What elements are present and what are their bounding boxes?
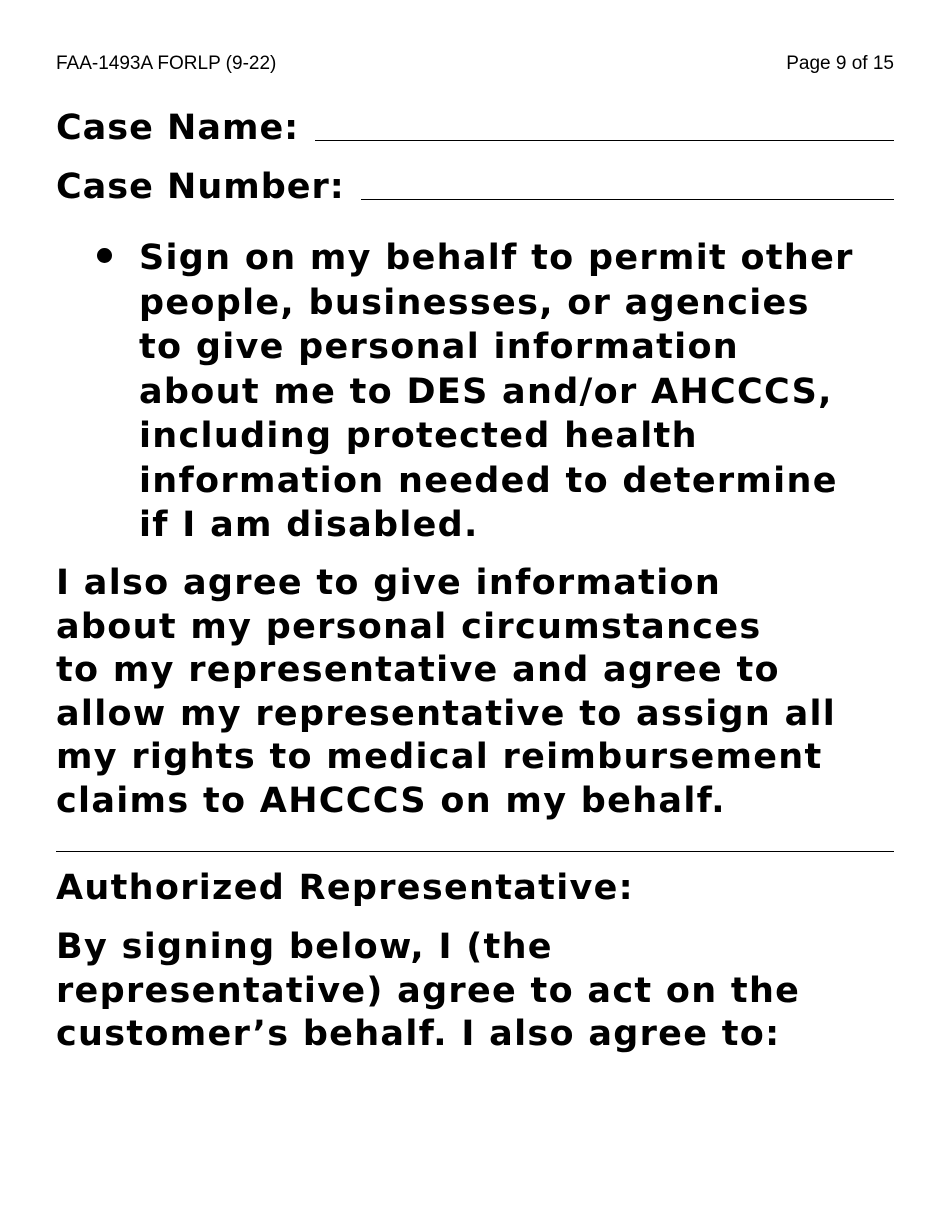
page-number: Page 9 of 15 xyxy=(786,53,894,74)
case-name-row xyxy=(56,108,894,148)
page-header xyxy=(56,52,894,76)
bullet-text xyxy=(139,236,899,548)
authorized-representative-heading: Authorized Representative: xyxy=(56,868,634,908)
section-divider xyxy=(56,851,894,852)
paragraph-line: customer’s behalf. I also agree to: xyxy=(56,1014,781,1054)
paragraph-line: By signing below, I (the xyxy=(56,927,553,967)
case-name-field[interactable] xyxy=(315,139,894,141)
case-number-label: Case Number: xyxy=(56,167,345,207)
case-number-field[interactable] xyxy=(361,198,894,200)
representative-agreement-paragraph xyxy=(56,926,896,1057)
paragraph-line: my rights to medical reimbursement xyxy=(56,737,823,777)
bullet-dot-icon xyxy=(97,248,112,263)
bullet-line: information needed to determine xyxy=(139,460,838,501)
bullet-line: Sign on my behalf to permit other xyxy=(139,238,854,278)
bullet-line: if I am disabled. xyxy=(139,505,479,545)
paragraph-line: representative) agree to act on the xyxy=(56,970,801,1011)
case-number-row xyxy=(56,167,894,207)
bullet-line: people, businesses, or agencies xyxy=(139,282,810,323)
paragraph-line: claims to AHCCCS on my behalf. xyxy=(56,780,726,821)
paragraph-line: allow my representative to assign all xyxy=(56,693,837,734)
paragraph-line: to my representative and agree to xyxy=(56,650,780,690)
form-id: FAA-1493A FORLP (9-22) xyxy=(56,53,277,74)
bullet-line: including protected health xyxy=(139,416,698,456)
bullet-line: to give personal information xyxy=(139,327,740,367)
bullet-line: about me to DES and/or AHCCCS, xyxy=(139,371,833,412)
paragraph-line: I also agree to give information xyxy=(56,563,722,603)
paragraph-line: about my personal circumstances xyxy=(56,606,762,647)
agreement-paragraph xyxy=(56,562,896,823)
case-name-label: Case Name: xyxy=(56,108,300,148)
